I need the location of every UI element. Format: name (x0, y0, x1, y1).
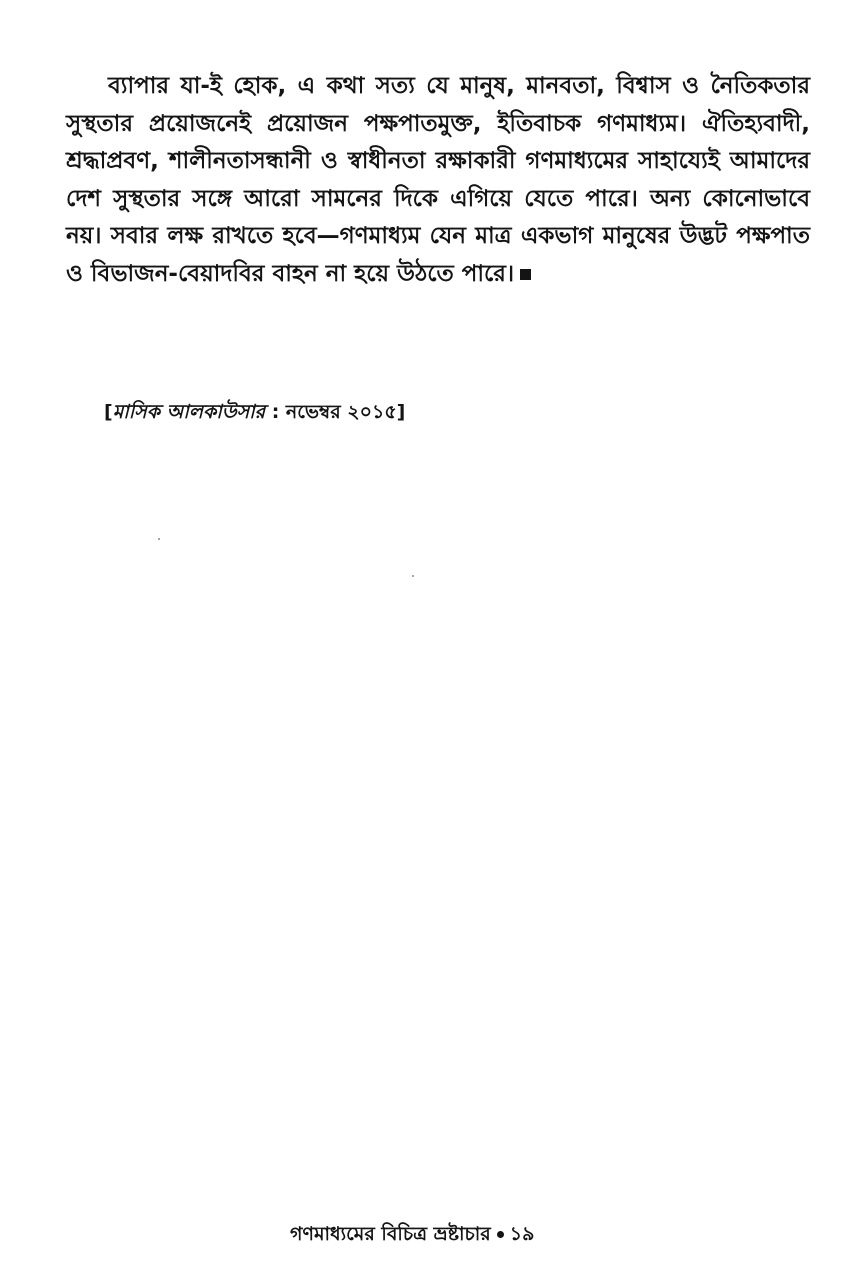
bullet-dot-icon (497, 1231, 504, 1238)
paper-speck (158, 538, 160, 540)
citation-separator: : (265, 401, 286, 423)
page-number: ১৯ (509, 1223, 535, 1245)
citation-close-bracket: ] (396, 401, 406, 423)
citation-open-bracket: [ (104, 401, 113, 423)
citation-publication: মাসিক আলকাউসার (112, 401, 266, 423)
page-footer (290, 1220, 534, 1252)
paragraph-text: ব্যাপার যা-ই হোক, এ কথা সত্য যে মানুষ, মানবতা, বিশ্বাস ও নৈতিকতার সুস্থতার প্রয়োজনেই প্রয়োজন পক্ষপাতমুক্ত, ইতিবাচক গণমাধ্যম। ঐতিহ্যবাদী, শ্রদ্ধাপ্রবণ, শালীনতাসন্ধানী ও স্বাধীনতা রক্ষাকারী গণমাধ্যমের সাহায্যেই আমাদের দেশ সুস্থতার সঙ্গে আরো সামনের দিকে এগিয়ে যেতে পারে। অন্য কোনোভাবে নয়। সবার লক্ষ রাখতে হবে—গণমাধ্যম যেন মাত্র একভাগ মানুষের উদ্ভট পক্ষপাত ও বিভাজন-বেয়াদবির বাহন না হয়ে উঠতে পারে। (66, 73, 810, 287)
citation-date: নভেম্বর ২০১৫ (285, 401, 397, 423)
end-of-article-square-icon (520, 269, 531, 280)
running-footer-title: গণমাধ্যমের বিচিত্র ভ্রষ্টাচার (290, 1223, 491, 1245)
body-paragraph (66, 68, 810, 293)
source-citation (104, 398, 405, 430)
paper-speck (412, 575, 414, 577)
